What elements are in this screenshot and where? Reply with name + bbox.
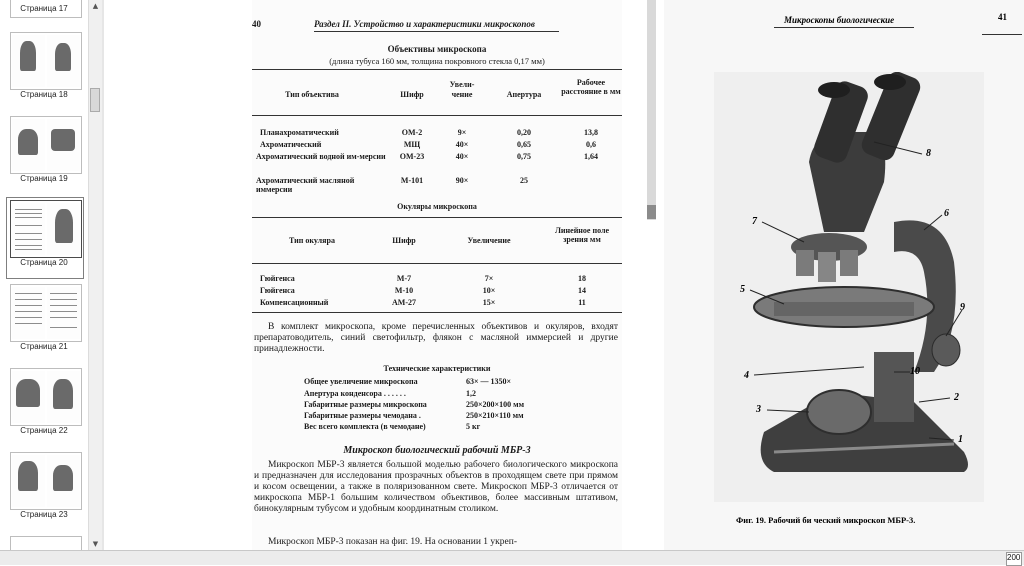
table-cell: М-7 [396, 274, 412, 283]
callout-label: 8 [926, 148, 931, 159]
eyepiece-shape [818, 82, 850, 98]
thumbnail-label: Страница 21 [20, 342, 68, 351]
tech-label: Общее увеличение микроскопа [304, 377, 418, 386]
table-rule [252, 69, 622, 70]
page-number: 40 [252, 19, 261, 29]
callout-label: 4 [744, 370, 749, 381]
page-41 [664, 0, 1024, 550]
thumbnail-label: Страница 17 [20, 4, 68, 13]
table-cell: Ахроматический водной им-мерсии [256, 152, 386, 161]
column-header: Увели-чение [449, 80, 475, 99]
table-cell: 11 [578, 298, 586, 307]
tech-label: Вес всего комплекта (в чемодане) [304, 422, 426, 431]
zoom-field[interactable]: 200 [1006, 552, 1022, 566]
tech-title: Технические характеристики [383, 364, 491, 373]
callout-label: 7 [752, 216, 757, 227]
callout-label: 6 [944, 208, 949, 219]
column-header: Шифр [392, 236, 416, 245]
column-header: Тип объектива [285, 90, 339, 99]
figure-caption: Фиг. 19. Рабочий би ческий микроскоп МБР-3. [736, 515, 916, 525]
table-cell: Ахроматический [260, 140, 322, 149]
eyepiece-shape [874, 74, 906, 90]
section-paragraph: Микроскоп МБР-3 является большой моделью рабочего биологического микроскопа и предназначен для исследования прозрачных объектов в проходящем свете при прямом и косом освещении, а также в поляризованном свете. Микроскоп МБР-3 отличается от микроскопа МБР-1 большим количеством объективов, более массивным штативом, бинокулярным тубусом и удобным координатным столиком. [254, 460, 618, 514]
objective-shape [840, 250, 858, 276]
header-rule [774, 27, 914, 28]
page-header: Раздел II. Устройство и характеристики микроскопов [314, 19, 535, 29]
focus-knob-shape [932, 334, 960, 366]
objectives-subtitle: (длина тубуса 160 мм, толщина покровного стекла 0,17 мм) [329, 56, 545, 66]
table-cell: Гюйгенса [260, 274, 295, 283]
thumbnail-image [10, 452, 82, 510]
thumbnail-image [10, 200, 82, 258]
table-cell: 15× [482, 298, 496, 307]
tech-value: 63× — 1350× [466, 377, 512, 386]
eyepieces-title: Окуляры микроскопа [397, 202, 477, 211]
thumbnail-scrollbar[interactable] [88, 0, 102, 550]
status-bar [0, 550, 1024, 565]
table-cell: АМ-27 [392, 298, 416, 307]
table-cell: Компенсационный [260, 298, 329, 307]
column-header: Линейное поле зрения мм [554, 226, 610, 244]
callout-label: 9 [960, 302, 965, 313]
callout-label: 3 [756, 404, 761, 415]
last-line: Микроскоп МБР-3 показан на фиг. 19. На основании 1 укреп- [268, 537, 518, 547]
scroll-down-icon[interactable]: ▼ [92, 540, 99, 548]
table-cell: 0,65 [517, 140, 531, 149]
pillar-shape [874, 352, 914, 422]
table-cell: М-10 [394, 286, 414, 295]
header-rule [982, 34, 1022, 35]
table-cell: 9× [457, 128, 467, 137]
scroll-up-icon[interactable]: ▲ [92, 2, 99, 10]
table-cell: 40× [455, 152, 469, 161]
objective-shape [796, 250, 814, 276]
table-cell: 13,8 [584, 128, 598, 137]
section-title: Микроскоп биологический рабочий МБР-3 [343, 445, 531, 456]
tech-label: Апертура конденсора . . . . . . [304, 389, 406, 398]
table-cell: 40× [455, 140, 469, 149]
table-cell: 90× [455, 176, 469, 185]
objective-shape [818, 252, 836, 282]
table-cell: 1,64 [584, 152, 598, 161]
table-cell: Гюйгенса [260, 286, 295, 295]
page-number: 41 [998, 12, 1007, 22]
page-edge-shadow [647, 0, 656, 220]
objectives-title: Объективы микроскопа [387, 44, 487, 54]
tech-label: Габаритные размеры микроскопа [304, 400, 427, 409]
table-cell: 10× [482, 286, 496, 295]
callout-label: 5 [740, 284, 745, 295]
column-header: Апертура [506, 90, 542, 99]
tech-label: Габаритные размеры чемодана . [304, 411, 421, 420]
table-cell: ОМ-2 [401, 128, 423, 137]
table-cell: 25 [520, 176, 528, 185]
column-header: Рабочее расстояние в мм [561, 78, 621, 96]
page-header: Микроскопы биологические [784, 15, 895, 25]
mirror-shape [807, 390, 871, 434]
callout-label: 10 [910, 366, 920, 377]
callout-label: 1 [958, 434, 963, 445]
table-cell: 14 [578, 286, 586, 295]
table-cell: 0,6 [586, 140, 596, 149]
column-header: Тип окуляра [289, 236, 335, 245]
tech-value: 1,2 [466, 389, 476, 398]
thumbnail-image [10, 284, 82, 342]
column-header: Шифр [400, 90, 424, 99]
table-cell: ОМ-23 [399, 152, 425, 161]
thumbnail-image [10, 368, 82, 426]
table-cell: Ахроматический масляной иммерсии [256, 176, 355, 194]
page-edge-marker [647, 205, 656, 219]
table-rule [252, 217, 622, 218]
thumbnail-image [10, 32, 82, 90]
microscope-figure [714, 72, 984, 502]
page-40 [252, 0, 622, 550]
table-cell: 18 [578, 274, 586, 283]
thumbnail-label: Страница 19 [20, 174, 68, 183]
header-rule [314, 31, 559, 32]
thumbnail-label: Страница 18 [20, 90, 68, 99]
table-cell: Планахроматический [260, 128, 339, 137]
thumbnail-label: Страница 20 [20, 258, 68, 267]
thumbnail-image [10, 116, 82, 174]
scrollbar-thumb[interactable] [90, 88, 100, 112]
table-rule [252, 312, 622, 313]
thumbnail-label: Страница 23 [20, 510, 68, 519]
document-viewer[interactable] [104, 0, 1024, 550]
callout-label: 2 [954, 392, 959, 403]
table-rule [252, 263, 622, 264]
thumbnail-panel[interactable] [0, 0, 88, 550]
table-cell: 7× [484, 274, 494, 283]
tech-value: 250×200×100 мм [466, 400, 525, 409]
tech-value: 5 кг [466, 422, 481, 431]
table-cell: МЩ [403, 140, 421, 149]
table-cell: 0,75 [517, 152, 531, 161]
microscope-illustration [714, 72, 984, 502]
stage-edge [774, 302, 914, 316]
thumbnail-label: Страница 22 [20, 426, 68, 435]
table-rule [252, 115, 622, 116]
tech-value: 250×210×110 мм [466, 411, 524, 420]
table-cell: 0,20 [517, 128, 531, 137]
table-cell: М-101 [400, 176, 424, 185]
column-header: Увеличение [467, 236, 511, 245]
thumbnail-image [10, 536, 82, 550]
kit-paragraph: В комплект микроскопа, кроме перечисленных объективов и окуляров, входят препаратоводитель, синий светофильтр, флякон с масляной иммерсией и другие принадлежности. [254, 322, 618, 354]
